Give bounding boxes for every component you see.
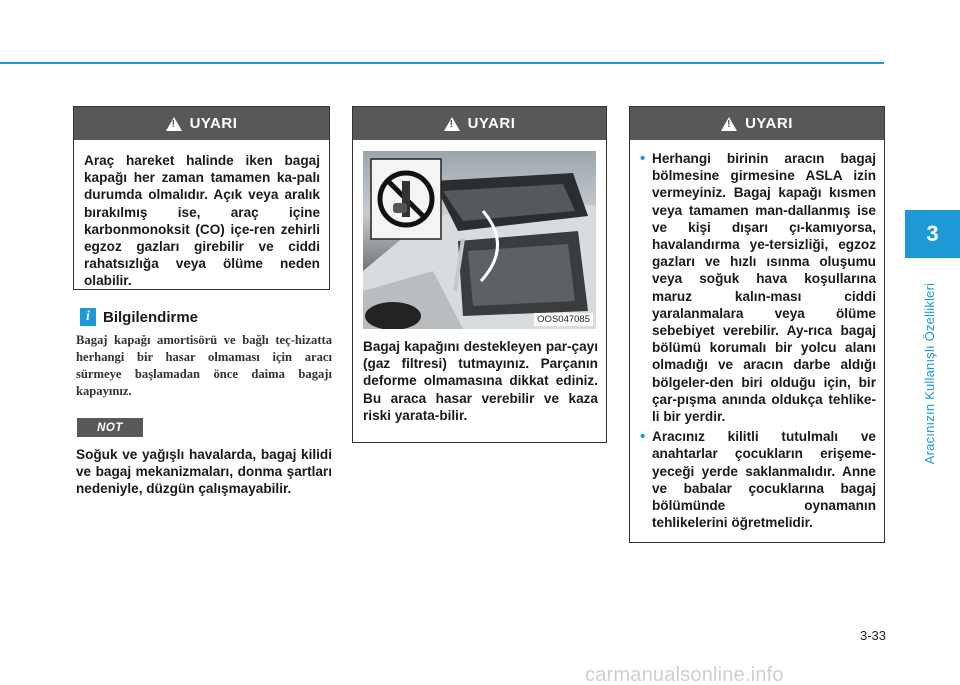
warning-triangle-icon xyxy=(166,117,182,131)
chapter-tab xyxy=(905,210,960,258)
bullet-dot-icon: • xyxy=(640,150,646,167)
info-icon: i xyxy=(80,308,96,326)
chapter-title-text: Aracınızın Kullanışlı Özellikleri xyxy=(922,282,938,464)
warning-triangle-icon xyxy=(721,117,737,131)
tailgate-photo xyxy=(363,151,596,329)
chapter-title xyxy=(918,268,942,478)
warning-label: UYARI xyxy=(189,115,238,132)
warning-box-exhaust xyxy=(73,106,330,290)
image-code: OOS047085 xyxy=(534,313,593,326)
warning-label: UYARI xyxy=(467,115,516,132)
top-rule xyxy=(0,62,884,64)
warning-box-trunk-safety xyxy=(629,106,885,543)
list-item xyxy=(640,428,876,531)
warning-header xyxy=(74,107,329,140)
bullet-text: Herhangi birinin aracın bagaj bölmesine girmesine ASLA izin vermeyiniz. Bagaj kapağı kısmen veya tamamen man-dallanmış ise ve kişi dışarı çı-kamıyorsa, havalandırma ye-tersizliği, egzoz gazları ve hızlı ısınma oluşumu veya soğuk hava koşullarına maruz kalın-ması ciddi yaralanmalara veya ölüme sebebiyet verebilir. Ay-rıca bagaj bölümü korumalı bir yolcu alanı olmadığı ve aracın darbe aldığı bölgeler-den biri olduğu için, bir çar-pışma anında oldukça tehlike-li bir yerdir. xyxy=(652,151,876,425)
info-heading xyxy=(80,308,198,326)
warning-text: Araç hareket halinde iken bagaj kapağı her zaman tamamen ka-palı durumda olmalıdır. Açık veya aralık bırakılmış ise, araç içine karbonmonoksit (CO) içe-ren zehirli egzoz gazları girebilir ve ciddi rahatsızlığa veya ölüme neden olabilir. xyxy=(84,153,320,289)
note-text: Soğuk ve yağışlı havalarda, bagaj kilidi ve bagaj mekanizmaları, donma şartları nedeniyle, düzgün çalışmayabilir. xyxy=(76,447,332,497)
list-item xyxy=(640,150,876,425)
info-title: Bilgilendirme xyxy=(103,308,199,326)
bullet-text: Aracınız kilitli tutulmalı ve anahtarlar çocukların erişeme-yeceği yerde saklanmalıdır. Anne ve babalar çocuklarına bagaj bölümünde oynamanın tehlikelerini öğretmelidir. xyxy=(652,429,876,531)
note-badge: NOT xyxy=(77,418,143,437)
page-number: 3-33 xyxy=(859,628,886,643)
warning-bullet-list xyxy=(630,140,884,531)
chapter-number: 3 xyxy=(926,221,939,246)
warning-label: UYARI xyxy=(745,115,793,132)
warning-text: Bagaj kapağını destekleyen par-çayı (gaz filtresi) tutmayınız. Parçanın deforme olmamasına dikkat ediniz. Bu araca hasar verebilir ve kaza riski yarata-bilir. xyxy=(363,339,598,423)
watermark: carmanualsonline.info xyxy=(585,664,784,685)
warning-box-gas-strut xyxy=(352,106,607,443)
warning-header xyxy=(630,107,884,140)
info-text: Bagaj kapağı amortisörü ve bağlı teç-hizatta herhangi bir hasar olmaması için aracı sürmeye başlamadan önce daima bagajı kapayınız. xyxy=(76,333,332,398)
warning-header xyxy=(353,107,606,140)
tailgate-illustration xyxy=(363,151,596,329)
bullet-dot-icon: • xyxy=(640,428,646,446)
warning-triangle-icon xyxy=(444,117,460,131)
